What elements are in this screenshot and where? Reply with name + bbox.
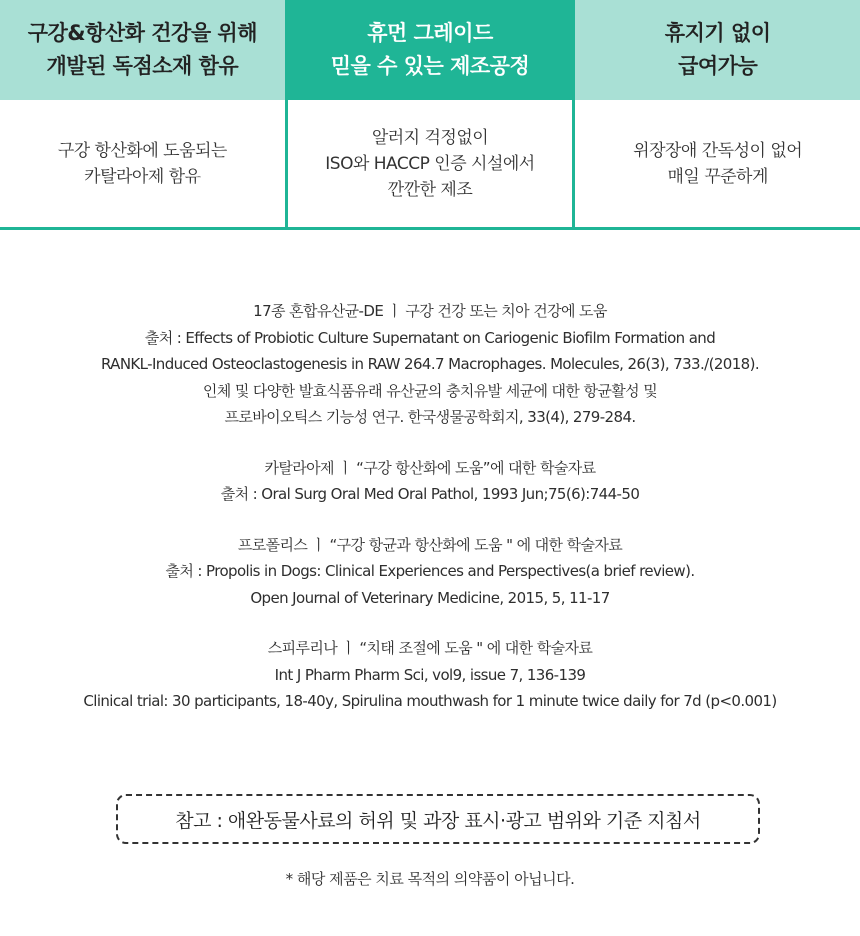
disclaimer-text: * 해당 제품은 치료 목적의 의약품이 아닙니다.: [285, 870, 575, 888]
feature-description-line: 매일 꾸준하게: [667, 166, 768, 187]
feature-description-line: 위장장애 간독성이 없어: [633, 140, 803, 161]
feature-heading-line: 구강&항산화 건강을 위해: [27, 21, 257, 45]
feature-heading-line: 급여가능: [678, 54, 758, 78]
feature-description-line: 카탈라아제 함유: [84, 166, 201, 187]
feature-description: [575, 100, 860, 227]
feature-table: [0, 0, 860, 230]
reference-notice-text: 참고 : 애완동물사료의 허위 및 과장 표시·광고 범위와 기준 지침서: [175, 809, 701, 832]
reference-catalase: [0, 455, 860, 508]
reference-line: 프로바이오틱스 기능성 연구. 한국생물공학회지, 33(4), 279-284.: [224, 408, 636, 426]
references-section: [0, 298, 860, 739]
reference-probiotics: [0, 298, 860, 431]
reference-line: 프로폴리스 ㅣ “구강 항균과 항산화에 도움 " 에 대한 학술자료: [237, 535, 623, 554]
reference-propolis: [0, 532, 860, 612]
reference-line: Int J Pharm Pharm Sci, vol9, issue 7, 136-139: [274, 665, 586, 684]
feature-heading: [0, 0, 285, 100]
feature-description: [0, 100, 285, 227]
feature-heading: [575, 0, 860, 100]
reference-line: 인체 및 다양한 발효식품유래 유산균의 충치유발 세균에 대한 항균활성 및: [202, 381, 658, 400]
reference-line: 출처 : Propolis in Dogs: Clinical Experiences and Perspectives(a brief review).: [165, 562, 695, 580]
reference-line: 출처 : Oral Surg Oral Med Oral Pathol, 1993 Jun;75(6):744-50: [220, 485, 640, 503]
feature-heading-line: 개발된 독점소재 함유: [46, 54, 239, 78]
feature-column-human-grade: [285, 0, 573, 227]
feature-column-daily-feeding: [572, 0, 860, 227]
reference-line: 출처 : Effects of Probiotic Culture Supernatant on Cariogenic Biofilm Formation and: [144, 328, 716, 347]
reference-line: Open Journal of Veterinary Medicine, 2015, 5, 11-17: [250, 588, 610, 607]
feature-description-line: 구강 항산화에 도움되는: [57, 140, 227, 161]
reference-line: 17종 혼합유산균-DE ㅣ 구강 건강 또는 치아 건강에 도움: [253, 302, 607, 320]
reference-line: 카탈라아제 ㅣ “구강 항산화에 도움”에 대한 학술자료: [264, 458, 596, 477]
feature-description-line: 알러지 걱정없이: [371, 127, 489, 148]
feature-column-oral-health: [0, 0, 285, 227]
reference-notice-box: [116, 794, 760, 844]
feature-heading: [288, 0, 573, 100]
reference-line: Clinical trial: 30 participants, 18-40y, Spirulina mouthwash for 1 minute twice daily for 7d (p<0.001): [83, 692, 777, 710]
reference-spirulina: [0, 635, 860, 715]
feature-description-line: ISO와 HACCP 인증 시설에서: [325, 153, 535, 174]
feature-description: [288, 100, 573, 227]
feature-description-line: 깐깐한 제조: [387, 179, 473, 200]
reference-line: 스피루리나 ㅣ “치태 조절에 도움 " 에 대한 학술자료: [267, 639, 593, 657]
feature-heading-line: 휴먼 그레이드: [367, 21, 493, 45]
feature-heading-line: 휴지기 없이: [664, 21, 771, 45]
reference-line: RANKL-Induced Osteoclastogenesis in RAW 264.7 Macrophages. Molecules, 26(3), 733./(2018).: [100, 355, 760, 373]
feature-heading-line: 믿을 수 있는 제조공정: [330, 54, 530, 78]
